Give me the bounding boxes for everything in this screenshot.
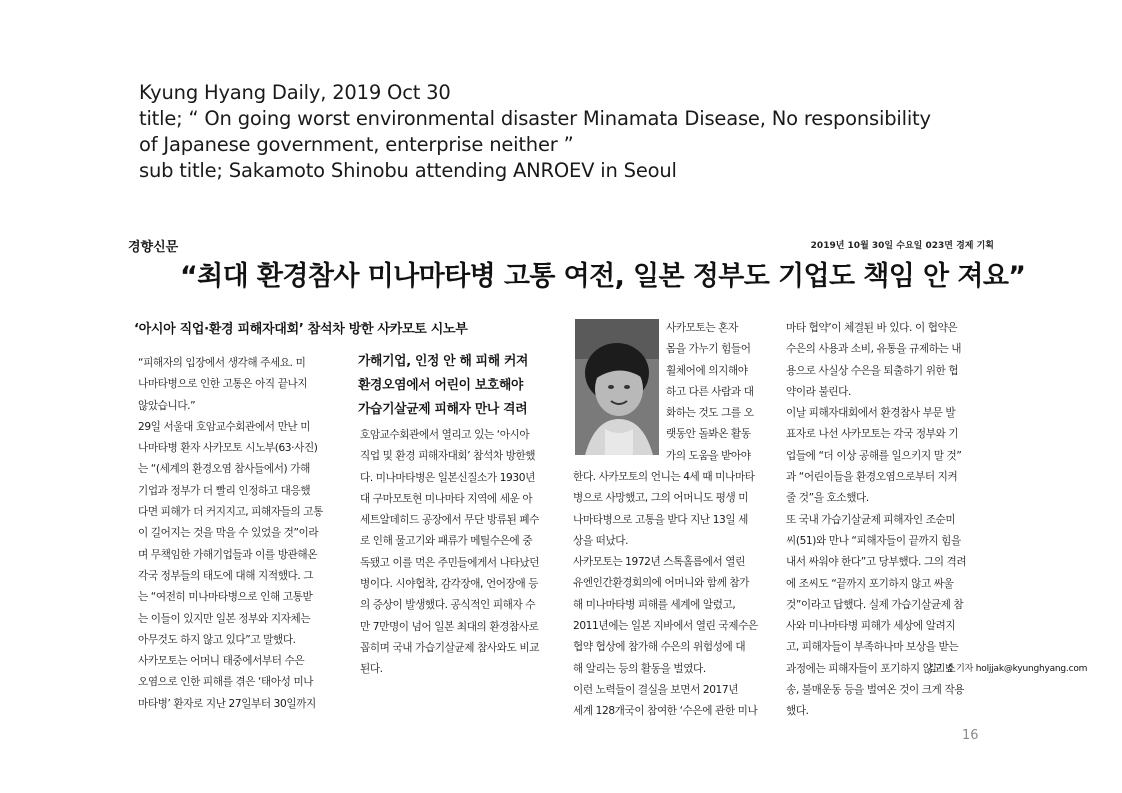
text-line: 는 “(세계의 환경오염 참사들에서) 가해 <box>138 463 310 476</box>
article-column-3-top <box>666 318 770 467</box>
text-line: 세계 128개국이 참여한 ‘수은에 관한 미나 <box>573 705 758 718</box>
text-line: 과정에는 피해자들이 포기하지 않고 소 <box>786 662 956 675</box>
text-line: 로 인해 물고기와 패류가 메틸수은에 중 <box>360 535 533 548</box>
text-line: 의 증상이 발생했다. 공식적인 피해자 수 <box>360 599 536 612</box>
text-line: 이런 노력들이 결실을 보면서 2017년 <box>573 683 739 696</box>
text-line: 씨(51)와 만나 “피해자들이 끝까지 힘을 <box>786 534 961 547</box>
text-line: 용으로 사실상 수은을 퇴출하기 위한 협 <box>786 364 959 377</box>
text-line: 사카모토는 혼자 <box>666 322 738 334</box>
text-line: 송, 불매운동 등을 벌여온 것이 크게 작용 <box>786 684 965 697</box>
text-line: 상을 떠났다. <box>573 534 629 547</box>
article-byline: 김기범 기자 holjjak@kyunghyang.com <box>928 664 1088 674</box>
text-line: 이날 피해자대회에서 환경참사 부문 발 <box>786 407 956 420</box>
article-column-2 <box>360 425 560 681</box>
text-line: 하고 다른 사람과 대 <box>666 385 754 398</box>
text-line: 이 길어지는 것을 막을 수 있었을 것”이라 <box>138 527 319 540</box>
text-line: 병으로 사망했고, 그의 어머니도 평생 미 <box>573 492 749 505</box>
text-line: 해 알리는 등의 활동을 벌였다. <box>573 662 706 675</box>
text-line: 는 이들이 있지만 일본 정부와 지자체는 <box>138 612 311 625</box>
text-line: 화하는 것도 그를 오 <box>666 407 754 420</box>
slide-caption <box>139 80 999 184</box>
caption-title-line-cont: of Japanese government, enterprise neither ” <box>139 133 574 156</box>
text-line: 약이라 불린다. <box>786 385 851 398</box>
newspaper-clipping <box>128 236 1088 718</box>
article-callout <box>358 350 563 422</box>
newspaper-dateline: 2019년 10월 30일 수요일 023면 경제 기획 <box>810 241 994 251</box>
page-number: 16 <box>962 728 979 743</box>
text-line: 대 구마모토현 미나마타 지역에 세운 아 <box>360 492 533 505</box>
text-line: 오염으로 인한 피해를 겪은 ‘태아성 미나 <box>138 676 314 689</box>
callout-line: 가습기살균제 피해자 만나 격려 <box>358 402 528 417</box>
callout-line: 가해기업, 인정 안 해 피해 커져 <box>358 354 529 369</box>
caption-source-line: Kyung Hyang Daily, 2019 Oct 30 <box>139 81 451 104</box>
text-line: 만 7만명이 넘어 일본 최대의 환경참사로 <box>360 620 539 633</box>
text-line: 휠체어에 의지해야 <box>666 364 748 377</box>
text-line: 나마타병 환자 사카모토 시노부(63·사진) <box>138 442 318 455</box>
text-line: 랫동안 돌봐온 활동 <box>666 428 751 441</box>
text-line: 며 무책임한 가해기업들과 이를 방관해온 <box>138 548 318 561</box>
text-line: 독됐고 이를 먹은 주민들에게서 나타났던 <box>360 556 540 569</box>
caption-title-line: title; “ On going worst environmental disaster Minamata Disease, No responsibility <box>139 107 931 130</box>
text-line: 것”이라고 답했다. 실제 가습기살균제 참 <box>786 598 964 611</box>
text-line: 또 국내 가습기살균제 피해자인 조순미 <box>786 513 956 526</box>
text-line: 고, 피해자들이 부족하나마 보상을 받는 <box>786 641 959 654</box>
article-column-1 <box>138 353 348 715</box>
text-line: 마타 협약’이 체결된 바 있다. 이 협약은 <box>786 322 958 334</box>
text-line: 직업 및 환경 피해자대회’ 참석차 방한했 <box>360 450 536 463</box>
text-line: 해 미나마타병 피해를 세계에 알렸고, <box>573 598 736 611</box>
text-line: 몸을 가누기 힘들어 <box>666 343 751 356</box>
text-line: 나마타병으로 인한 고통은 아직 끝나지 <box>138 378 308 391</box>
text-line: 수은의 사용과 소비, 유통을 규제하는 내 <box>786 343 962 356</box>
article-headline: “최대 환경참사 미나마타병 고통 여전, 일본 정부도 기업도 책임 안 져요” <box>180 261 1026 292</box>
text-line: 기업과 정부가 더 빨리 인정하고 대응했 <box>138 484 311 497</box>
text-line: 된다. <box>360 663 383 676</box>
text-line: 각국 정부들의 태도에 대해 지적했다. 그 <box>138 569 314 582</box>
text-line: 세트알데히드 공장에서 무단 방류된 폐수 <box>360 514 540 527</box>
callout-line: 환경오염에서 어린이 보호해야 <box>358 378 524 393</box>
text-line: 않았습니다.” <box>138 399 196 412</box>
text-line: 호암교수회관에서 열리고 있는 ‘아시아 <box>360 429 530 441</box>
text-line: 나마타병으로 고통을 받다 지난 13일 세 <box>573 513 749 526</box>
text-line: 줄 것”을 호소했다. <box>786 492 869 505</box>
text-line: 2011년에는 일본 지바에서 열린 국제수은 <box>573 620 758 633</box>
text-line: 사카모토는 1972년 스톡홀름에서 열린 <box>573 556 745 569</box>
newspaper-masthead: 경향신문 <box>128 240 179 255</box>
article-column-3 <box>573 467 769 723</box>
text-line: 가의 도움을 받아야 <box>666 449 751 462</box>
text-line: 했다. <box>786 705 809 718</box>
portrait-photo <box>575 319 659 455</box>
text-line: 다면 피해가 더 커지지고, 피해자들의 고통 <box>138 506 323 519</box>
text-line: 한다. 사카모토의 언니는 4세 때 미나마타 <box>573 471 755 483</box>
text-line: “피해자의 입장에서 생각해 주세요. 미 <box>138 357 306 369</box>
text-line: 에 조씨도 “끝까지 포기하지 않고 싸울 <box>786 577 954 590</box>
article-subheadline: ‘아시아 직업·환경 피해자대회’ 참석차 방한 사카모토 시노부 <box>134 322 468 337</box>
text-line: 다. 미나마타병은 일본신질소가 1930년 <box>360 471 535 484</box>
text-line: 사카모토는 어머니 태중에서부터 수은 <box>138 655 305 668</box>
text-line: 아무것도 하지 않고 있다”고 말했다. <box>138 633 296 646</box>
text-line: 꼽히며 국내 가습기살균제 참사와도 비교 <box>360 641 540 654</box>
text-line: 유엔인간환경회의에 어머니와 함께 참가 <box>573 577 750 590</box>
text-line: 병이다. 시야협착, 감각장애, 언어장애 등 <box>360 578 539 591</box>
text-line: 마타병’ 환자로 지난 27일부터 30일까지 <box>138 697 316 710</box>
text-line: 사와 미나마타병 피해가 세상에 알려지 <box>786 620 956 633</box>
text-line: 내서 싸워야 한다”고 당부했다. 그의 격려 <box>786 556 967 569</box>
text-line: 표자로 나선 사카모토는 각국 정부와 기 <box>786 428 959 441</box>
text-line: 29일 서울대 호암교수회관에서 만난 미 <box>138 420 311 433</box>
text-line: 는 “여전히 미나마타병으로 인해 고통받 <box>138 591 313 604</box>
text-line: 과 “어린이들을 환경오염으로부터 지켜 <box>786 471 958 484</box>
text-line: 업들에 “더 이상 공해를 일으키지 말 것” <box>786 449 962 462</box>
caption-subtitle-line: sub title; Sakamoto Shinobu attending ANROEV in Seoul <box>139 159 677 182</box>
text-line: 협약 협상에 참가해 수은의 위험성에 대 <box>573 641 746 654</box>
